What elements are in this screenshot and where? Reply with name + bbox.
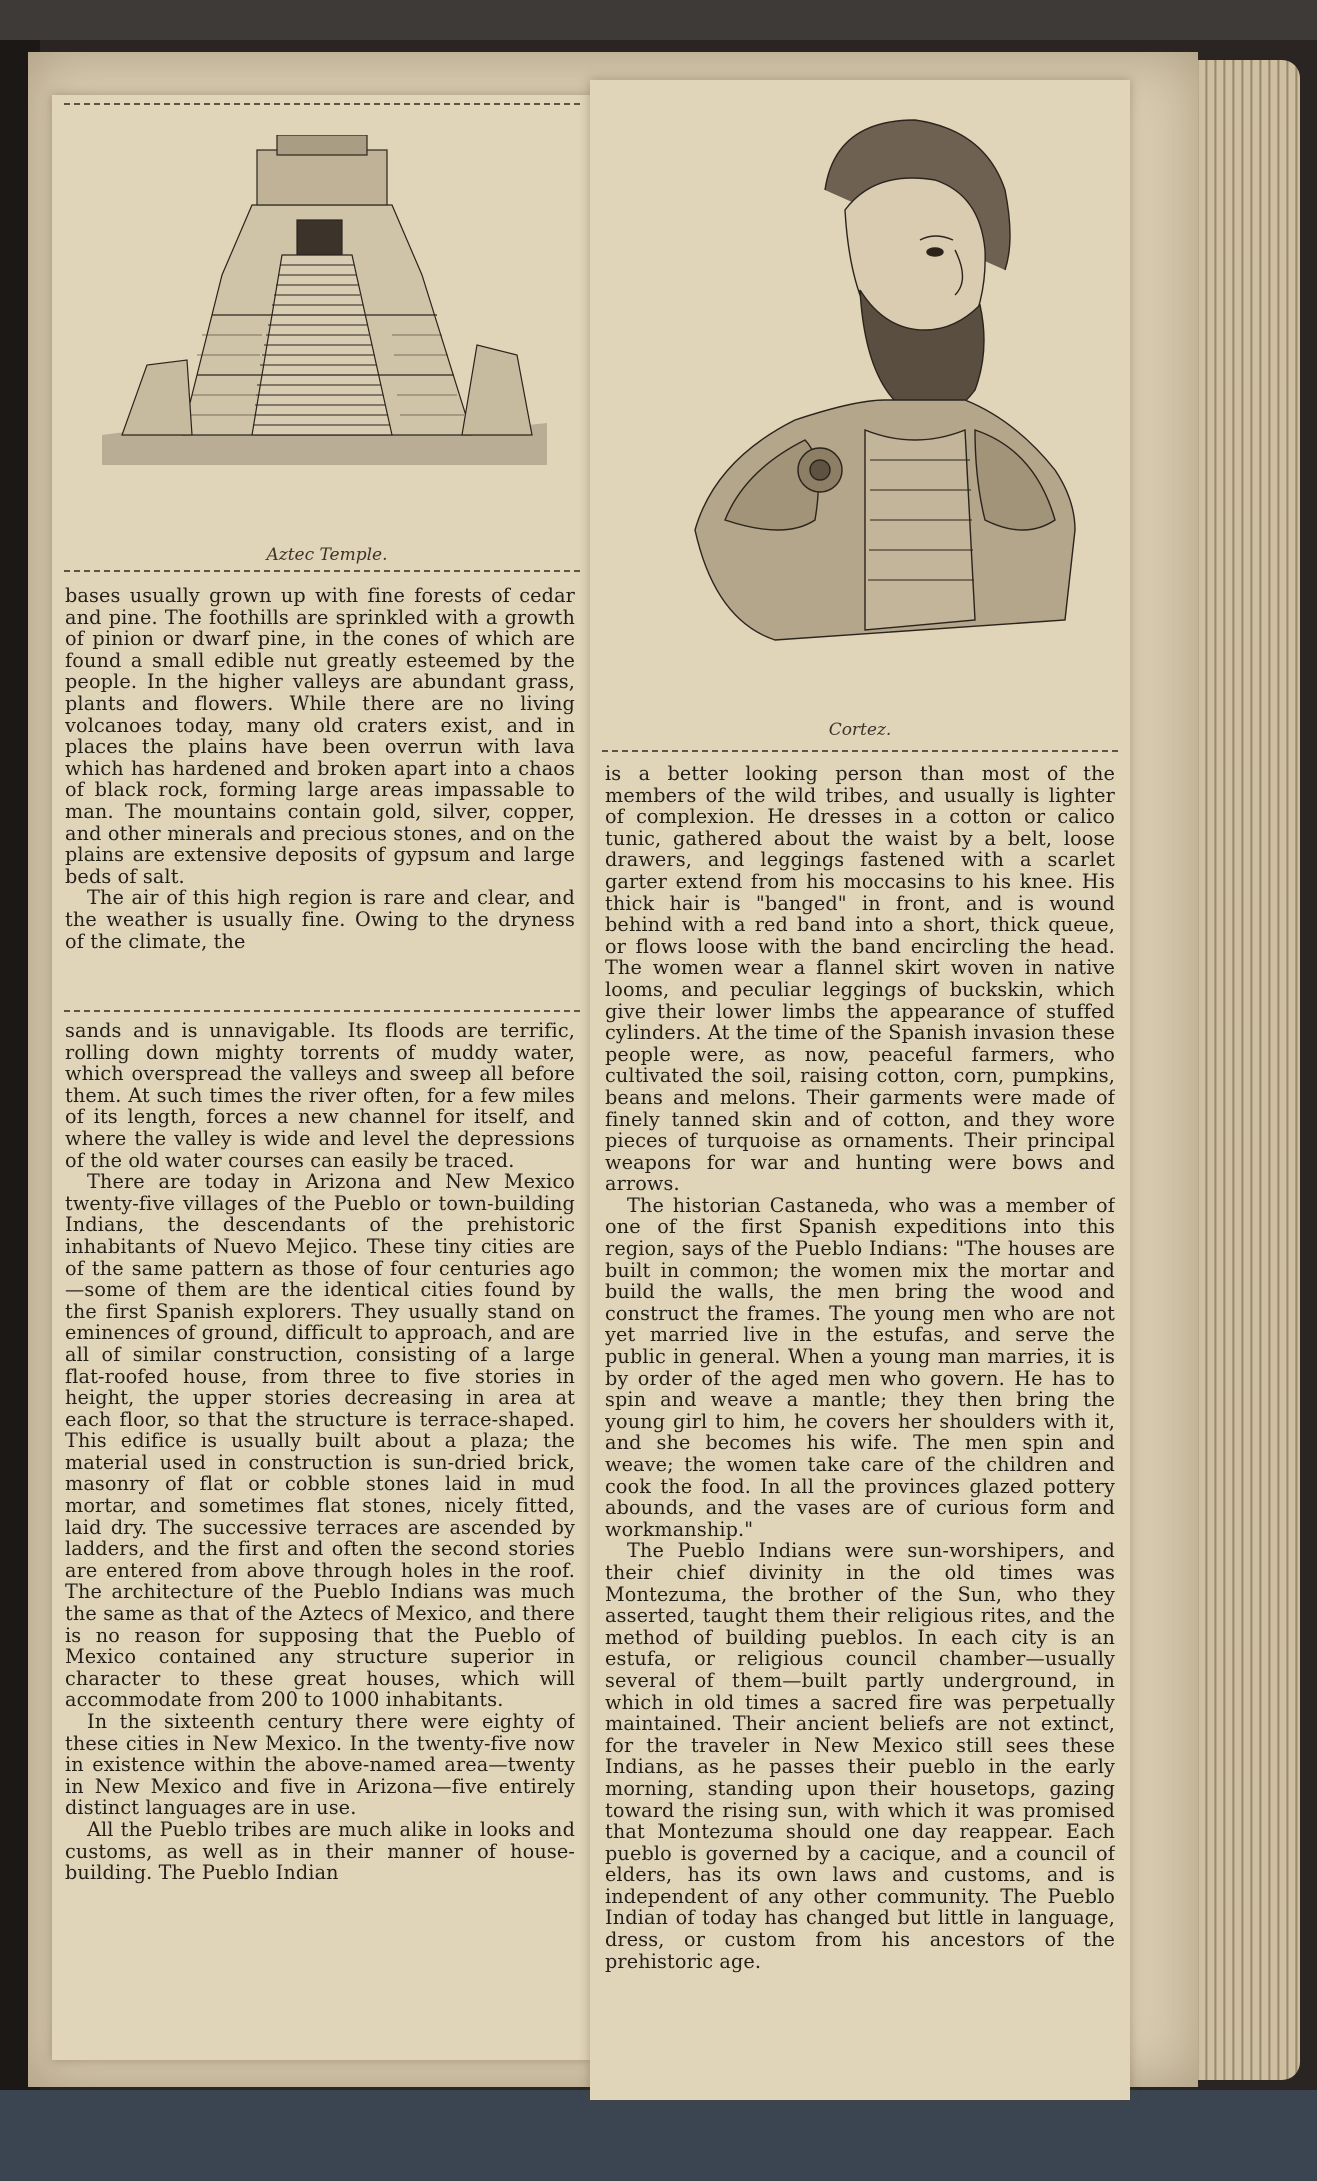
paragraph: The air of this high region is rare and clear, and the weather is usually fine. Owing to the dryness of the climate, the <box>65 886 575 953</box>
paragraph: There are today in Arizona and New Mexico twenty-five villages of the Pueblo or town-building Indians, the descendants of the prehistoric inhabitants of Nuevo Mejico. These tiny cities are of the same pattern as those of four centuries ago—some of them are the identical cities found by the first Spanish explorers. They usually stand on eminences of ground, difficult to approach, and are all of similar construction, consisting of a large flat-roofed house, from three to five stories in height, the upper stories decreasing in area at each floor, so that the structure is terrace-shaped. This edifice is usually built about a plaza; the material used in construction is sun-dried brick, masonry of flat or cobble stones laid in mud mortar, and sometimes flat stones, nicely fitted, laid dry. The successive terraces are ascended by ladders, and the first and often the second stories are entered from above through holes in the roof. The architecture of the Pueblo Indians was much the same as that of the Aztecs of Mexico, and there is no reason for supposing that the Pueblo of Mexico contained any structure superior in character to these great houses, which will accommodate from 200 to 1000 inhabitants. <box>65 1170 575 1712</box>
right-text-column <box>605 763 1115 2083</box>
paragraph: The Pueblo Indians were sun-worshipers, and their chief divinity in the old times was Montezuma, the brother of the Sun, who they asserted, taught them their religious rites, and the method of building pueblos. In each city is an estufa, or religious council chamber—usually several of them—built partly underground, in which in old times a sacred fire was perpetually maintained. Their ancient beliefs are not extinct, for the traveler in New Mexico still sees these Indians, as he passes their pueblo in the early morning, standing upon their housetops, gazing toward the rising sun, with which it was promised that Montezuma should one day reappear. Each pueblo is governed by a cacique, and a council of elders, has its own laws and customs, and is independent of any other community. The Pueblo Indian of today has changed but little in language, dress, or custom from his ancestors of the prehistoric age. <box>605 1539 1115 1973</box>
fold-dashed-rule <box>64 1010 580 1012</box>
caption-dashed-rule <box>64 570 580 572</box>
left-text-column-lower <box>65 1020 575 2035</box>
temple-caption: Aztec Temple. <box>266 545 388 565</box>
paragraph: In the sixteenth century there were eighty of these cities in New Mexico. In the twenty-five now in existence within the above-named area—twenty in New Mexico and five in Arizona—five entirely distinct languages are in use. <box>65 1710 575 1820</box>
paragraph: All the Pueblo tribes are much alike in looks and customs, as well as in their manner of house-building. The Pueblo Indian <box>65 1817 575 1885</box>
cortez-caption: Cortez. <box>828 720 892 740</box>
top-dashed-rule <box>64 103 580 105</box>
caption-dashed-rule <box>602 750 1118 752</box>
page-edges <box>1190 60 1300 2080</box>
paragraph: sands and is unnavigable. Its floods are terrific, rolling down mighty torrents of muddy water, which overspread the valleys and sweep all before them. At such times the river often, for a few miles of its length, forces a new channel for itself, and where the valley is wide and level the depressions of the old water courses can easily be traced. <box>65 1020 575 1172</box>
aztec-temple-illustration <box>92 135 562 480</box>
right-clipping <box>590 80 1130 2100</box>
left-clipping <box>52 95 592 2060</box>
paragraph: is a better looking person than most of the members of the wild tribes, and usually is lighter of complexion. He dresses in a cotton or calico tunic, gathered about the waist by a belt, loose drawers, and leggings fastened with a scarlet garter extend from his moccasins to his knee. His thick hair is "banged" in front, and is wound behind with a red band into a short, thick queue, or flows loose with the band encircling the head. The women wear a flannel skirt woven in native looms, and peculiar leggings of buckskin, which give their lower limbs the appearance of stuffed cylinders. At the time of the Spanish invasion these people were, as now, peaceful farmers, who cultivated the soil, raising cotton, corn, pumpkins, beans and melons. Their garments were made of finely tanned skin and of cotton, and they wore pieces of turquoise as ornaments. Their principal weapons for war and hunting were bows and arrows. <box>605 763 1115 1196</box>
paragraph: The historian Castaneda, who was a member of one of the first Spanish expeditions into this region, says of the Pueblo Indians: "The houses are built in common; the women mix the mortar and build the walls, the men bring the wood and construct the frames. The young men who are not yet married live in the estufas, and serve the public in general. When a young man marries, it is by order of the aged men who govern. He has to spin and weave a mantle; they then bring the young girl to him, he covers her shoulders with it, and she becomes his wife. The men spin and weave; the women take care of the children and cook the food. In all the provinces glazed pottery abounds, and the vases are of curious form and workmanship." <box>605 1193 1115 1541</box>
table-surface <box>0 2090 1317 2181</box>
paragraph: bases usually grown up with fine forests of cedar and pine. The foothills are sprinkled with a growth of pinion or dwarf pine, in the cones of which are found a small edible nut greatly esteemed by the people. In the higher valleys are abundant grass, plants and flowers. While there are no living volcanoes today, many old craters exist, and in places the plains have been overrun with lava which has hardened and broken apart into a chaos of black rock, forming large areas impassable to man. The mountains contain gold, silver, copper, and other minerals and precious stones, and on the plains are extensive deposits of gypsum and large beds of salt. <box>65 585 575 888</box>
cortez-portrait-illustration <box>635 100 1095 660</box>
